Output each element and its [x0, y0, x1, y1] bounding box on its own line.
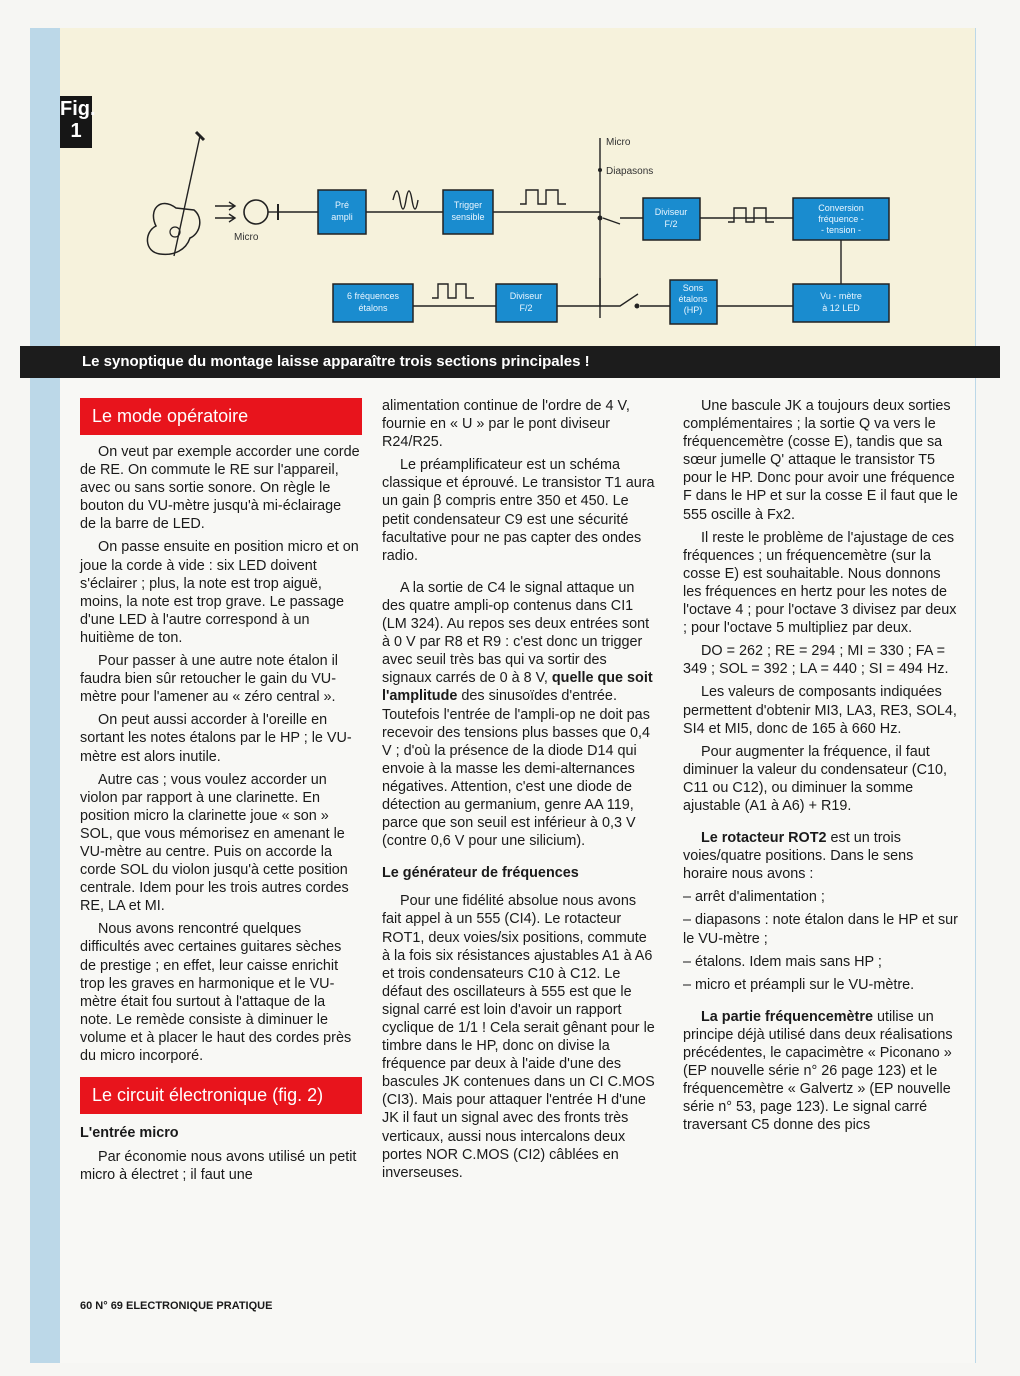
svg-text:étalons: étalons: [678, 294, 708, 304]
list-item: – diapasons : note étalon dans le HP et sur le VU-mètre ;: [683, 912, 958, 947]
section-heading-circuit: Le circuit électronique (fig. 2): [80, 1077, 362, 1114]
list-item: – étalons. Idem mais sans HP ;: [683, 953, 882, 970]
subhead-generateur: Le générateur de fréquences: [382, 865, 579, 882]
paragraph: Une bascule JK a toujours deux sorties complémentaires ; la sortie Q va vers le fréquencemètre (cosse E), tandis que sa sœur jumelle Q' attaque le transistor T5 pour le HP. Donc pour avoir une fréquence F dans le HP et sur la cosse E il faut que le 555 oscille à Fx2.: [683, 398, 958, 523]
column-3: [683, 397, 958, 1139]
paragraph: Il reste le problème de l'ajustage de ces fréquences ; un fréquencemètre (sur la cosse E) est souhaitable. Nous donnons les fréquences en hertz pour les notes de l'octave 4 ; pour l'octave 3 divisez par deux ; pour l'octave 5 multipliez par deux.: [683, 529, 957, 637]
svg-text:Trigger: Trigger: [453, 200, 483, 210]
page-footer: 60 N° 69 ELECTRONIQUE PRATIQUE: [80, 1300, 273, 1312]
paragraph: On passe ensuite en position micro et on joue la corde à vide : six LED doivent s'éclairer ; plus, la note est trop aiguë, moins, la note est trop grave. Le passage d'une LED à l'autre correspond à un huitième de ton.: [80, 539, 359, 646]
figure-tag: Fig. 1: [60, 96, 92, 148]
block-sons-etalons: [670, 280, 717, 324]
column-1: [80, 398, 360, 1189]
paragraph: La partie fréquencemètre utilise un principe déjà utilisé dans deux réalisations précédentes, le capacimètre « Piconano » (EP nouvelle série n° 26 page 123) et le fréquencemètre « Galvertz » (EP nouvelle série n° 53, page 123). Le signal carré traversant C5 donne des pics: [683, 1008, 953, 1134]
block-preampli: [318, 190, 366, 234]
svg-text:ampli: ampli: [331, 212, 353, 222]
list-item: – arrêt d'alimentation ;: [683, 889, 825, 906]
paragraph: Pour augmenter la fréquence, il faut diminuer la valeur du condensateur (C10, C11 ou C12), ou diminuer la somme ajustable (A1 à A6) + R19.: [683, 743, 947, 814]
section-heading-mode-operatoire: Le mode opératoire: [80, 398, 362, 435]
svg-text:Pré: Pré: [334, 200, 350, 210]
block-diviseur-bottom: [496, 284, 557, 322]
svg-text:- tension -: - tension -: [820, 225, 862, 235]
paragraph: Les valeurs de composants indiquées permettent d'obtenir MI3, LA3, RE3, SOL4, SI4 et MI5, donc de 165 à 660 Hz.: [683, 684, 957, 737]
block-trigger: [443, 190, 493, 234]
svg-text:fréquence -: fréquence -: [818, 214, 864, 224]
paragraph: On veut par exemple accorder une corde de RE. On commute le RE sur l'appareil, avec ou sans sortie sonore. On règle le bouton du VU-mètre jusqu'à mi-éclairage de la barre de LED.: [80, 444, 360, 533]
paragraph: Autre cas ; vous voulez accorder un violon par rapport à une clarinette. En position micro la clarinette joue « son » SOL, que vous mémorisez en amenant le VU-mètre au centre. Puis on accorde la corde SOL du violon jusqu'à cette position centrale. Idem pour les trois autres cordes RE, LA et MI.: [80, 771, 349, 915]
paragraph: Pour une fidélité absolue nous avons fait appel à un 555 (CI4). Le rotacteur ROT1, deux voies/six positions, commute à la fois six résistances ajustables A1 à A6 et trois condensateurs C10 à C12. Le défaut des oscillateurs à 555 est que le signal carré est loin d'avoir un rapport cyclique de 1/1 ! Cela serait gênant pour le timbre dans le HP, donc on divise la fréquence par deux à l'aide d'une des bascules JK contenues dans un CI C.MOS (CI3). Mais pour attaquer l'entrée H d'une JK il faut un signal avec des fronts très verticaux, aussi nous intercalons deux portes NOR C.MOS (CI2) câblées en inverseuses.: [382, 893, 655, 1181]
paragraph: alimentation continue de l'ordre de 4 V, fournie en « U » par le pont diviseur R24/R25.: [382, 398, 630, 451]
guitar-icon: [147, 132, 204, 256]
microphone-icon: [244, 200, 278, 224]
svg-text:Diviseur: Diviseur: [509, 291, 543, 301]
paragraph: Le rotacteur ROT2 est un trois voies/quatre positions. Dans le sens horaire nous avons :: [683, 830, 914, 883]
label-micro-left: Micro: [234, 232, 259, 243]
svg-text:6 fréquences: 6 fréquences: [346, 291, 400, 301]
svg-text:F/2: F/2: [664, 219, 678, 229]
block-conversion: [793, 198, 889, 240]
svg-text:sensible: sensible: [451, 212, 485, 222]
block-diagram: [60, 28, 975, 346]
svg-text:Diviseur: Diviseur: [654, 207, 688, 217]
figure-1: [60, 28, 975, 347]
paragraph: DO = 262 ; RE = 294 ; MI = 330 ; FA = 349 ; SOL = 392 ; LA = 440 ; SI = 494 Hz.: [683, 643, 949, 678]
label-diapasons: Diapasons: [606, 166, 654, 177]
paragraph: Pour passer à une autre note étalon il faudra bien sûr retoucher le gain du VU-mètre pour l'amener au « zéro central ».: [80, 653, 339, 706]
paragraph: Le préamplificateur est un schéma classique et éprouvé. Le transistor T1 aura un gain β compris entre 350 et 450. Le petit condensateur C9 est une sécurité facultative pour ne pas capter des ondes radio.: [382, 457, 655, 564]
paragraph: Nous avons rencontré quelques difficultés avec certaines guitares sèches de prestige ; en effet, leur caisse enrichit trop les graves en harmonique et le VU-mètre était fou surtout à l'attaque de la note. Le remède consiste à diminuer le volume et à placer le haut des cordes près du micro incorporé.: [80, 921, 352, 1064]
block-frequences-etalons: [333, 284, 413, 322]
svg-text:Sons: Sons: [682, 283, 704, 293]
svg-text:à 12 LED: à 12 LED: [822, 303, 860, 313]
block-vumetre: [793, 284, 889, 322]
block-diviseur-top: [643, 198, 700, 240]
figure-caption: Le synoptique du montage laisse apparaître trois sections principales !: [20, 346, 1000, 378]
list-item: – micro et préampli sur le VU-mètre.: [683, 976, 915, 993]
svg-text:étalons: étalons: [358, 303, 388, 313]
paragraph: On peut aussi accorder à l'oreille en sortant les notes étalons par le HP ; le VU-mètre est alors inutile.: [80, 712, 352, 765]
label-micro-top: Micro: [606, 137, 631, 148]
svg-text:Vu - mètre: Vu - mètre: [820, 291, 862, 301]
svg-text:(HP): (HP): [683, 305, 703, 315]
svg-text:F/2: F/2: [519, 303, 533, 313]
subhead-entree-micro: L'entrée micro: [80, 1125, 179, 1142]
paragraph: Par économie nous avons utilisé un petit micro à électret ; il faut une: [80, 1149, 357, 1184]
svg-text:Conversion: Conversion: [818, 203, 864, 213]
paragraph: A la sortie de C4 le signal attaque un des quatre ampli-op contenus dans CI1 (LM 324). Au repos ses deux entrées sont à 0 V par R8 et R9 : c'est donc un trigger avec seuil très bas qui va sortir des signaux carrés de 0 à 8 V, quelle que soit l'amplitude des sinusoïdes d'entrée. Toutefois l'entrée de l'ampli-op ne doit pas recevoir des tensions plus basses que 0,4 V ; d'où la présence de la diode D14 qui envoie à la masse les demi-alternances négatives. Attention, c'est une diode de détection au germanium, genre AA 119, parce que son seuil est inférieur à 0,3 V (contre 0,6 V pour une silicium).: [382, 579, 653, 850]
column-2: [382, 397, 657, 1187]
